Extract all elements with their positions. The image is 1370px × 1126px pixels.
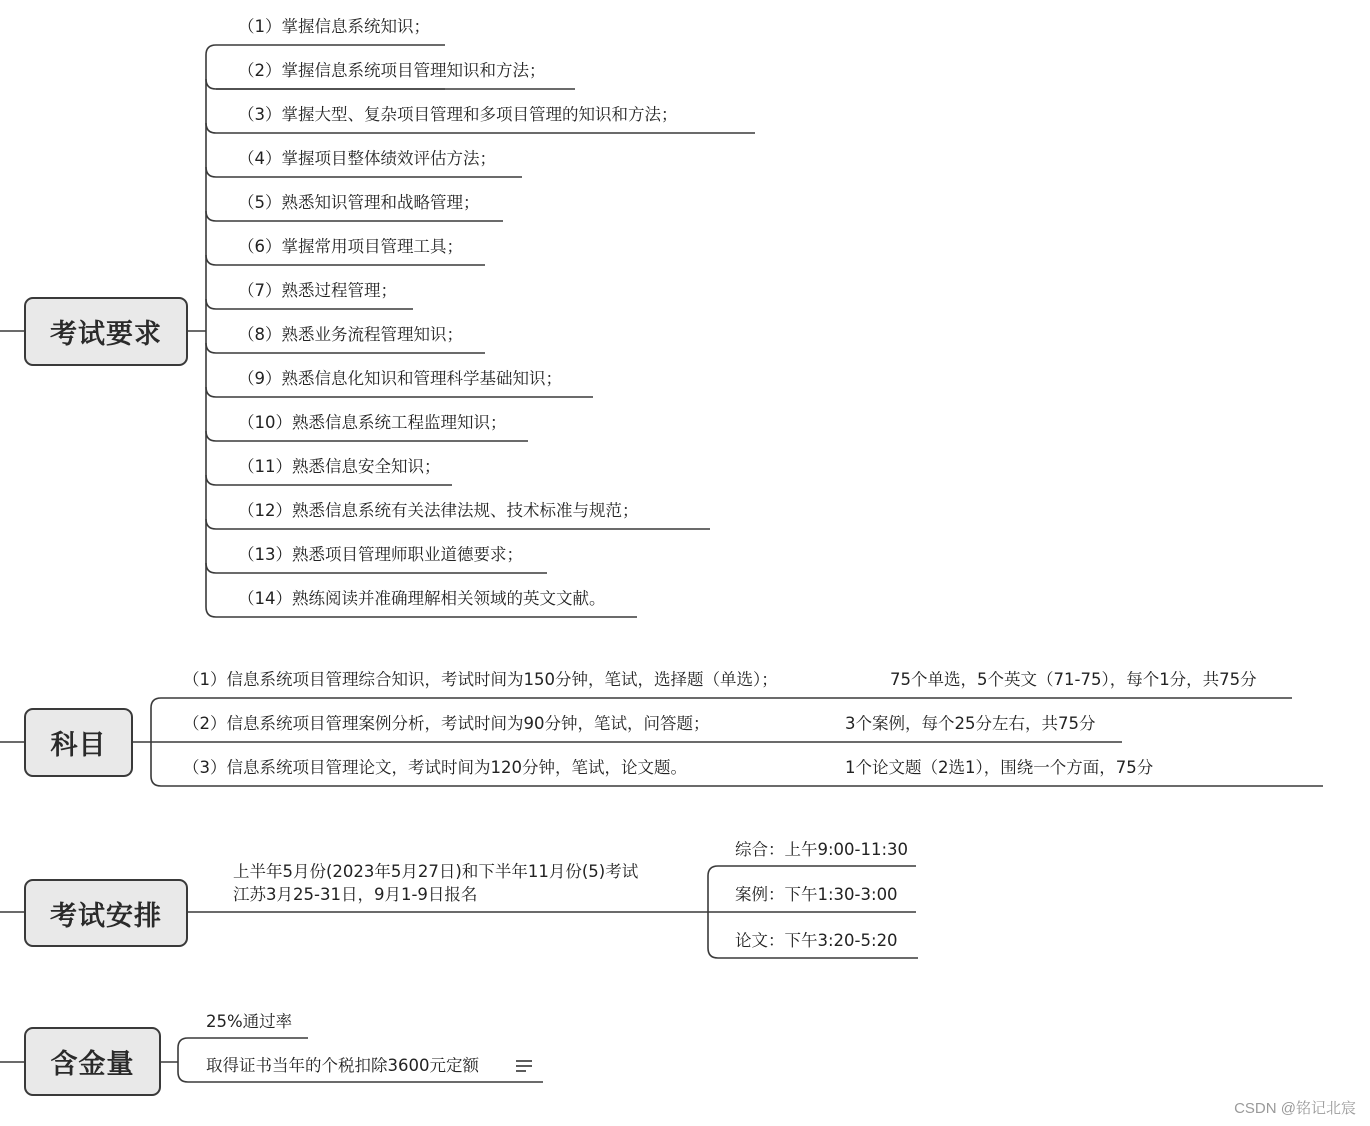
schedule-date-line[interactable]: 上半年5月份(2023年5月27日)和下半年11月份(5)考试 bbox=[233, 862, 639, 881]
topic-subjects[interactable]: 科目 bbox=[24, 708, 133, 777]
requirement-item[interactable]: （3）掌握大型、复杂项目管理和多项目管理的知识和方法； bbox=[238, 105, 678, 124]
requirement-item[interactable]: （7）熟悉过程管理； bbox=[238, 281, 397, 300]
schedule-session[interactable]: 论文：下午3:20-5:20 bbox=[735, 931, 898, 950]
requirement-item[interactable]: （13）熟悉项目管理师职业道德要求； bbox=[238, 545, 523, 564]
subject-detail[interactable]: 1个论文题（2选1），围绕一个方面，75分 bbox=[845, 758, 1154, 777]
subject-detail[interactable]: 3个案例，每个25分左右，共75分 bbox=[845, 714, 1096, 733]
requirement-item[interactable]: （12）熟悉信息系统有关法律法规、技术标准与规范； bbox=[238, 501, 639, 520]
requirement-item[interactable]: （10）熟悉信息系统工程监理知识； bbox=[238, 413, 507, 432]
requirement-item[interactable]: （8）熟悉业务流程管理知识； bbox=[238, 325, 463, 344]
schedule-session[interactable]: 综合：上午9:00-11:30 bbox=[735, 840, 909, 859]
subject-item[interactable]: （3）信息系统项目管理论文，考试时间为120分钟，笔试，论文题。 bbox=[183, 758, 687, 777]
topic-exam-requirements[interactable]: 考试要求 bbox=[24, 297, 188, 366]
subject-detail[interactable]: 75个单选，5个英文（71-75），每个1分，共75分 bbox=[890, 670, 1257, 689]
watermark: CSDN @铭记北宸 bbox=[1234, 1100, 1356, 1117]
requirement-item[interactable]: （11）熟悉信息安全知识； bbox=[238, 457, 441, 476]
note-icon[interactable] bbox=[515, 1059, 533, 1073]
requirement-item[interactable]: （2）掌握信息系统项目管理知识和方法； bbox=[238, 61, 546, 80]
requirement-item[interactable]: （6）掌握常用项目管理工具； bbox=[238, 237, 463, 256]
schedule-session[interactable]: 案例：下午1:30-3:00 bbox=[735, 885, 898, 904]
topic-schedule[interactable]: 考试安排 bbox=[24, 879, 188, 947]
subject-item[interactable]: （1）信息系统项目管理综合知识，考试时间为150分钟，笔试，选择题（单选）； bbox=[183, 670, 778, 689]
value-item[interactable]: 取得证书当年的个税扣除3600元定额 bbox=[206, 1056, 479, 1075]
value-item[interactable]: 25%通过率 bbox=[206, 1012, 293, 1031]
requirement-item[interactable]: （14）熟练阅读并准确理解相关领域的英文文献。 bbox=[238, 589, 606, 608]
schedule-registration-line[interactable]: 江苏3月25-31日，9月1-9日报名 bbox=[233, 885, 478, 904]
topic-value[interactable]: 含金量 bbox=[24, 1027, 161, 1096]
requirement-item[interactable]: （1）掌握信息系统知识； bbox=[238, 17, 430, 36]
requirement-item[interactable]: （4）掌握项目整体绩效评估方法； bbox=[238, 149, 496, 168]
subject-item[interactable]: （2）信息系统项目管理案例分析，考试时间为90分钟，笔试，问答题； bbox=[183, 714, 710, 733]
requirement-item[interactable]: （9）熟悉信息化知识和管理科学基础知识； bbox=[238, 369, 562, 388]
requirement-item[interactable]: （5）熟悉知识管理和战略管理； bbox=[238, 193, 480, 212]
